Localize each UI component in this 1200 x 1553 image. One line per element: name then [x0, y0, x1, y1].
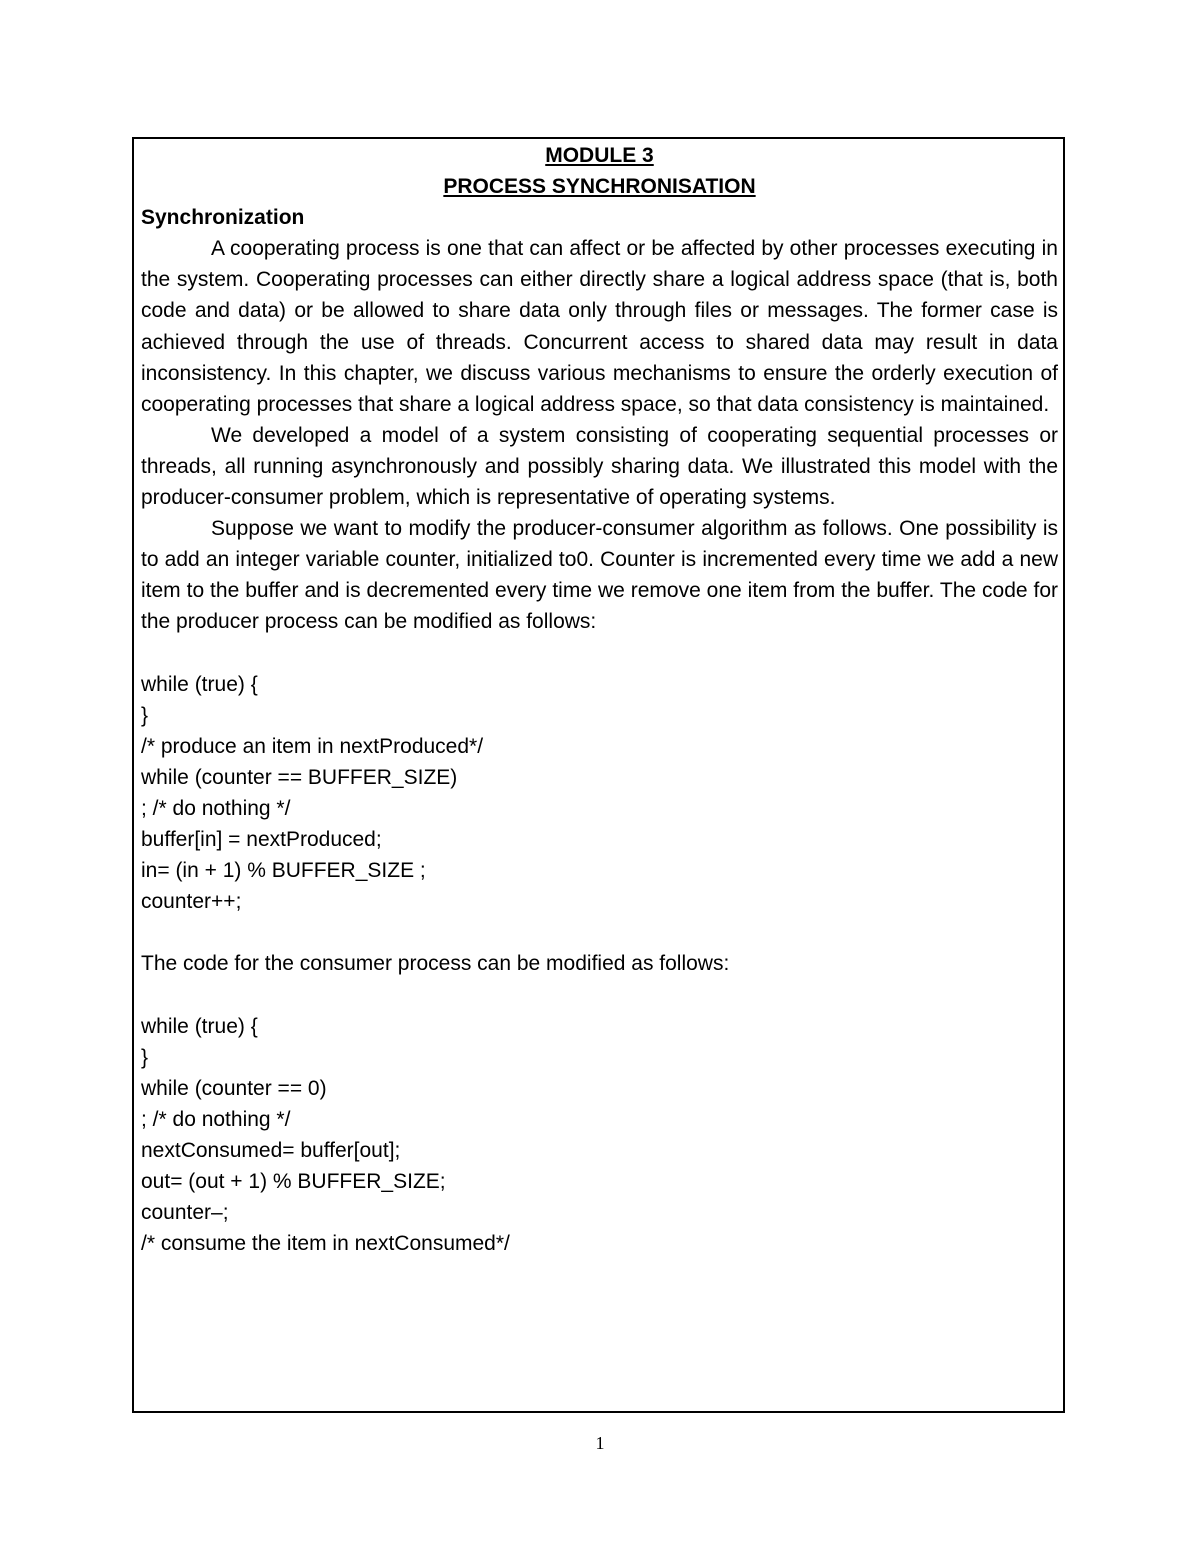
- consumer-code-block: [141, 1011, 1058, 1260]
- code-line: while (true) {: [141, 1014, 258, 1038]
- code-line: while (counter == 0): [141, 1076, 327, 1100]
- code-line: while (counter == BUFFER_SIZE): [141, 765, 458, 789]
- paragraph-intro: A cooperating process is one that can affect or be affected by other processes executing in the system. Cooperating processes can either directly share a logical address space (that is, both code and data) or be allowed to share data only through files or messages. The former case is achieved through the use of threads. Concurrent access to shared data may result in data inconsistency. In this chapter, we discuss various mechanisms to ensure the orderly execution of cooperating processes that share a logical address space, so that data consistency is maintained.: [141, 237, 1058, 416]
- code-line: nextConsumed= buffer[out];: [141, 1139, 401, 1162]
- code-line: }: [141, 703, 149, 727]
- section-heading: Synchronization: [141, 206, 305, 230]
- producer-code-block: [141, 669, 1058, 918]
- code-line: ; /* do nothing */: [141, 796, 291, 820]
- paragraph-model: We developed a model of a system consisting of cooperating sequential processes or threads, all running asynchronously and possibly sharing data. We illustrated this model with the producer-consumer problem, which is representative of operating systems.: [141, 423, 1058, 510]
- code-line: ; /* do nothing */: [141, 1107, 291, 1131]
- code-line: }: [141, 1045, 149, 1069]
- spacer: [141, 917, 1058, 948]
- spacer: [141, 980, 1058, 1011]
- document-content: [141, 140, 1058, 1259]
- code-line: in= (in + 1) % BUFFER_SIZE ;: [141, 859, 426, 883]
- consumer-intro: The code for the consumer process can be modified as follows:: [141, 952, 730, 976]
- code-line: while (true) {: [141, 672, 258, 696]
- spacer: [141, 638, 1058, 669]
- page-title: PROCESS SYNCHRONISATION: [443, 175, 756, 199]
- code-line: counter–;: [141, 1201, 229, 1225]
- code-line: /* consume the item in nextConsumed*/: [141, 1232, 510, 1256]
- code-line: buffer[in] = nextProduced;: [141, 828, 382, 852]
- module-label: MODULE 3: [545, 144, 654, 167]
- page-number: 1: [595, 1433, 605, 1453]
- paragraph-counter: Suppose we want to modify the producer-consumer algorithm as follows. One possibility is to add an integer variable counter, initialized to0. Counter is incremented every time we add a new item to the buffer and is decremented every time we remove one item from the buffer. The code for the producer process can be modified as follows:: [141, 517, 1058, 634]
- code-line: /* produce an item in nextProduced*/: [141, 734, 484, 758]
- code-line: counter++;: [141, 890, 242, 914]
- code-line: out= (out + 1) % BUFFER_SIZE;: [141, 1170, 446, 1194]
